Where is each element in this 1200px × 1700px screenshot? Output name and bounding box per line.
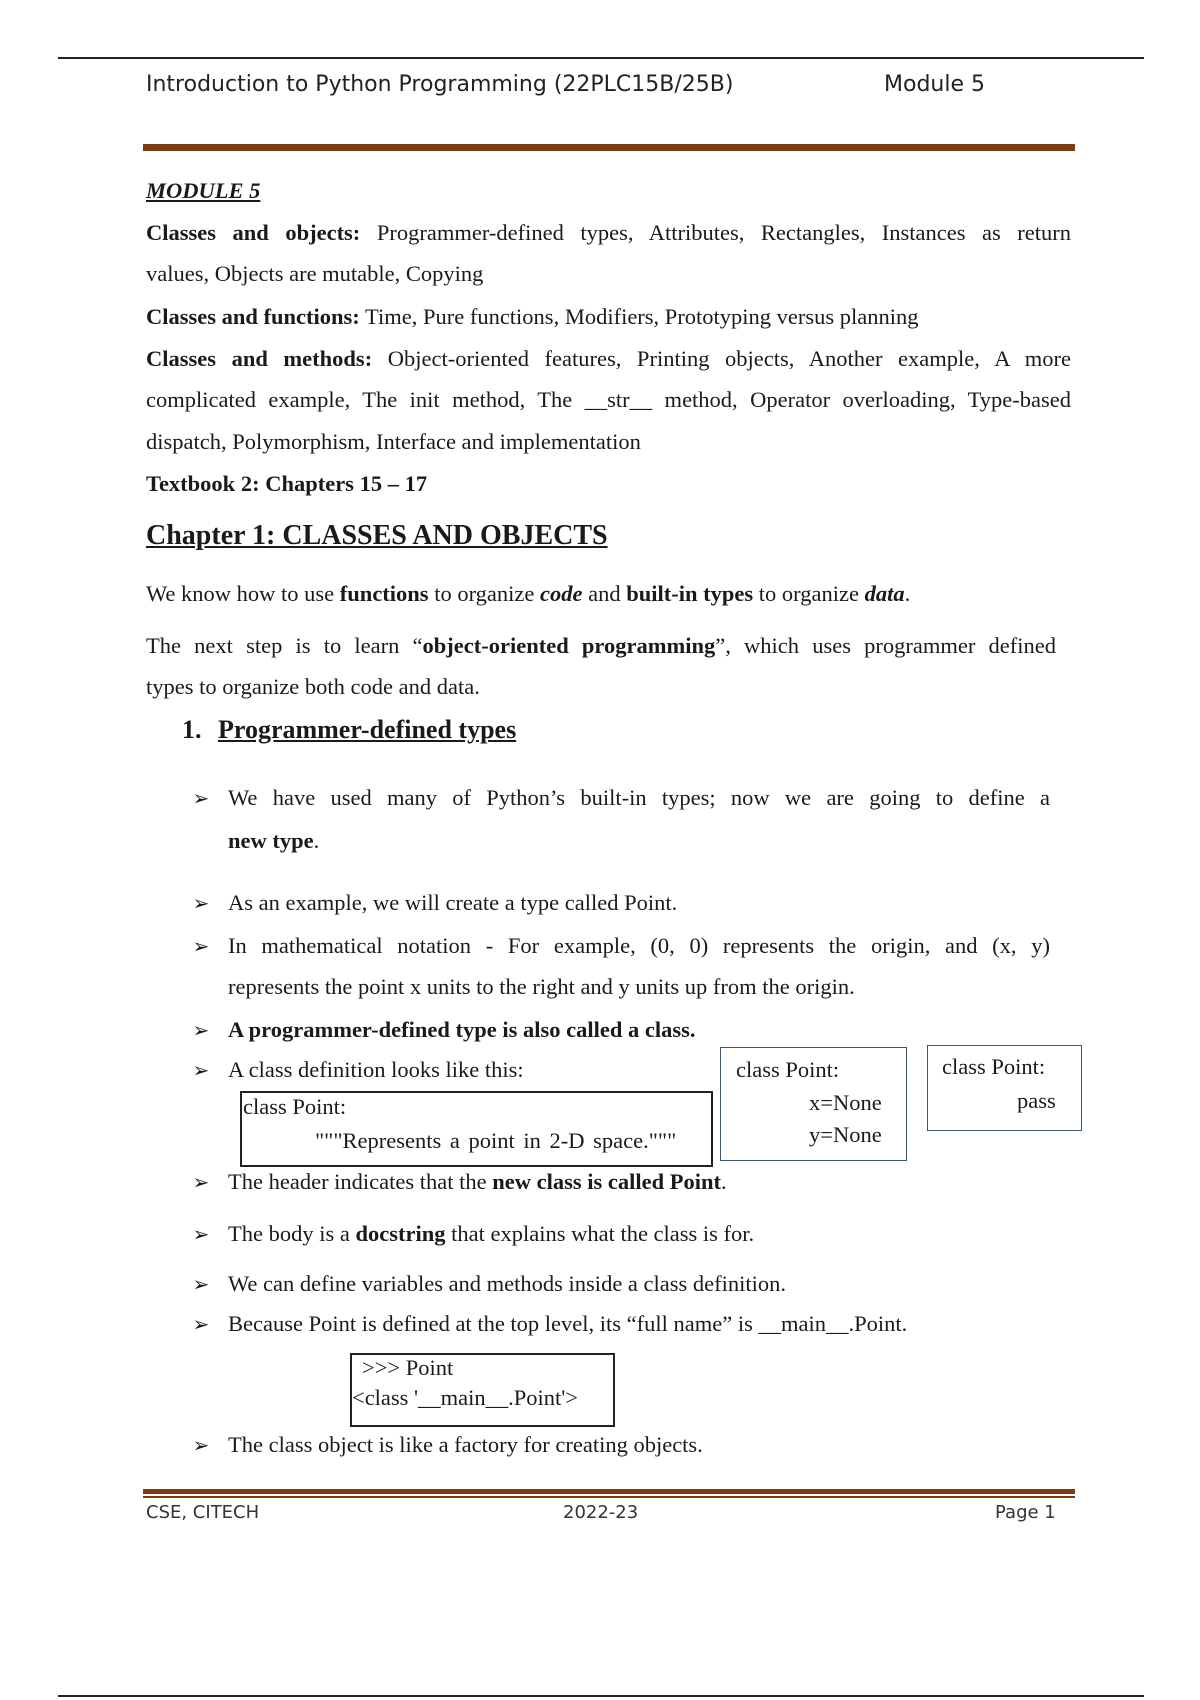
arrow-bullet-icon: ➢ xyxy=(192,1222,210,1246)
header-course-title: Introduction to Python Programming (22PLC15B/25B) xyxy=(146,72,734,97)
bullet-6-text-a: The header indicates that the xyxy=(228,1169,487,1194)
arrow-bullet-icon: ➢ xyxy=(192,891,210,915)
bullet-6 xyxy=(228,1168,727,1195)
intro-p1-text-g: to organize xyxy=(758,581,859,606)
bullet-8: We can define variables and methods inside a class definition. xyxy=(228,1271,787,1296)
arrow-bullet-icon: ➢ xyxy=(192,786,210,810)
footer-page-number: Page 1 xyxy=(995,1502,1056,1523)
class-attribute-y: y=None xyxy=(809,1122,882,1147)
syllabus-text-methods: Object-oriented features, Printing objects, Another example, A more xyxy=(387,346,1072,371)
section-number: 1. xyxy=(182,715,202,744)
textbook-reference: Textbook 2: Chapters 15 – 17 xyxy=(146,471,428,496)
syllabus-label-functions: Classes and functions: xyxy=(146,304,360,329)
intro-p1-text-e: and xyxy=(588,581,621,606)
arrow-bullet-icon: ➢ xyxy=(192,1272,210,1296)
bullet-1-line-1: We have used many of Python’s built-in types; now we are going to define a xyxy=(228,785,1050,810)
bullet-7-text-c: that explains what the class is for. xyxy=(451,1221,755,1246)
class-attributes-box xyxy=(720,1047,907,1161)
repl-input-line: >>> Point xyxy=(362,1355,454,1380)
chapter-title: Chapter 1: CLASSES AND OBJECTS xyxy=(146,520,608,551)
bullet-6-period: . xyxy=(721,1169,727,1194)
class-definition-docstring: """Represents a point in 2-D space.""" xyxy=(315,1128,677,1153)
syllabus-label-methods: Classes and methods: xyxy=(146,346,373,371)
class-pass-header: class Point: xyxy=(942,1054,1046,1079)
header-module-label: Module 5 xyxy=(884,72,985,97)
repl-output-line: <class '__main__.Point'> xyxy=(352,1385,578,1410)
class-attributes-header: class Point: xyxy=(736,1057,840,1082)
syllabus-line-2: values, Objects are mutable, Copying xyxy=(146,261,484,286)
arrow-bullet-icon: ➢ xyxy=(192,1312,210,1336)
arrow-bullet-icon: ➢ xyxy=(192,934,210,958)
arrow-bullet-icon: ➢ xyxy=(192,1018,210,1042)
arrow-bullet-icon: ➢ xyxy=(192,1058,210,1082)
intro-p1-text-a: We know how to use xyxy=(146,581,335,606)
intro-paragraph-2-line-2: types to organize both code and data. xyxy=(146,674,480,699)
bullet-3-line-1: In mathematical notation - For example, (0, 0) represents the origin, and (x, y) xyxy=(228,933,1050,958)
class-definition-header: class Point: xyxy=(243,1094,347,1119)
top-rule xyxy=(58,57,1144,59)
intro-p1-code: code xyxy=(540,581,583,606)
section-title: Programmer-defined types xyxy=(218,715,517,744)
module-title: MODULE 5 xyxy=(146,178,261,203)
syllabus-line-1 xyxy=(146,219,1071,246)
bullet-2: As an example, we will create a type called Point. xyxy=(228,890,678,915)
arrow-bullet-icon: ➢ xyxy=(192,1433,210,1457)
intro-paragraph-1 xyxy=(146,580,910,607)
syllabus-line-5: complicated example, The init method, The __str__ method, Operator overloading, Type-based xyxy=(146,387,1071,412)
bullet-4: A programmer-defined type is also called a class. xyxy=(228,1017,696,1042)
bullet-7 xyxy=(228,1220,754,1247)
bullet-3-line-2: represents the point x units to the right and y units up from the origin. xyxy=(228,974,855,999)
intro-p1-text-c: to organize xyxy=(434,581,535,606)
bullet-1-new-type: new type xyxy=(228,828,314,853)
syllabus-text-functions: Time, Pure functions, Modifiers, Prototyping versus planning xyxy=(365,304,919,329)
intro-paragraph-2-line-1 xyxy=(146,632,1056,659)
footer-divider-thin xyxy=(143,1496,1075,1498)
bullet-1-period: . xyxy=(313,828,320,853)
bottom-rule xyxy=(58,1695,1144,1697)
intro-p1-period: . xyxy=(904,581,911,606)
syllabus-line-4 xyxy=(146,345,1071,372)
bullet-1-line-2 xyxy=(228,827,319,854)
intro-p1-functions: functions xyxy=(339,581,429,606)
syllabus-text-objects: Programmer-defined types, Attributes, Rectangles, Instances as return xyxy=(376,220,1071,245)
bullet-6-new-class: new class is called Point xyxy=(492,1169,722,1194)
footer-divider-thick xyxy=(143,1489,1075,1494)
bullet-5: A class definition looks like this: xyxy=(228,1057,524,1082)
syllabus-line-6: dispatch, Polymorphism, Interface and implementation xyxy=(146,429,641,454)
syllabus-line-3 xyxy=(146,303,919,330)
class-pass-box xyxy=(927,1045,1082,1131)
intro-p1-builtin-types: built-in types xyxy=(626,581,754,606)
bullet-10: The class object is like a factory for creating objects. xyxy=(228,1432,703,1457)
syllabus-label-objects: Classes and objects: xyxy=(146,220,361,245)
intro-p1-data: data xyxy=(864,581,905,606)
footer-department: CSE, CITECH xyxy=(146,1502,260,1523)
footer-year: 2022-23 xyxy=(563,1502,639,1523)
bullet-7-docstring: docstring xyxy=(355,1221,446,1246)
header-divider xyxy=(143,144,1075,151)
arrow-bullet-icon: ➢ xyxy=(192,1170,210,1194)
intro-p2-oop: object-oriented programming xyxy=(422,633,716,658)
class-attribute-x: x=None xyxy=(809,1090,882,1115)
class-pass-body: pass xyxy=(1017,1088,1056,1113)
bullet-7-text-a: The body is a xyxy=(228,1221,350,1246)
class-definition-box xyxy=(240,1091,713,1167)
bullet-9: Because Point is defined at the top level, its “full name” is __main__.Point. xyxy=(228,1311,908,1336)
repl-output-box xyxy=(350,1353,615,1427)
intro-p2-text-c: ”, which uses programmer defined xyxy=(715,633,1056,658)
intro-p2-text-a: The next step is to learn “ xyxy=(146,633,423,658)
